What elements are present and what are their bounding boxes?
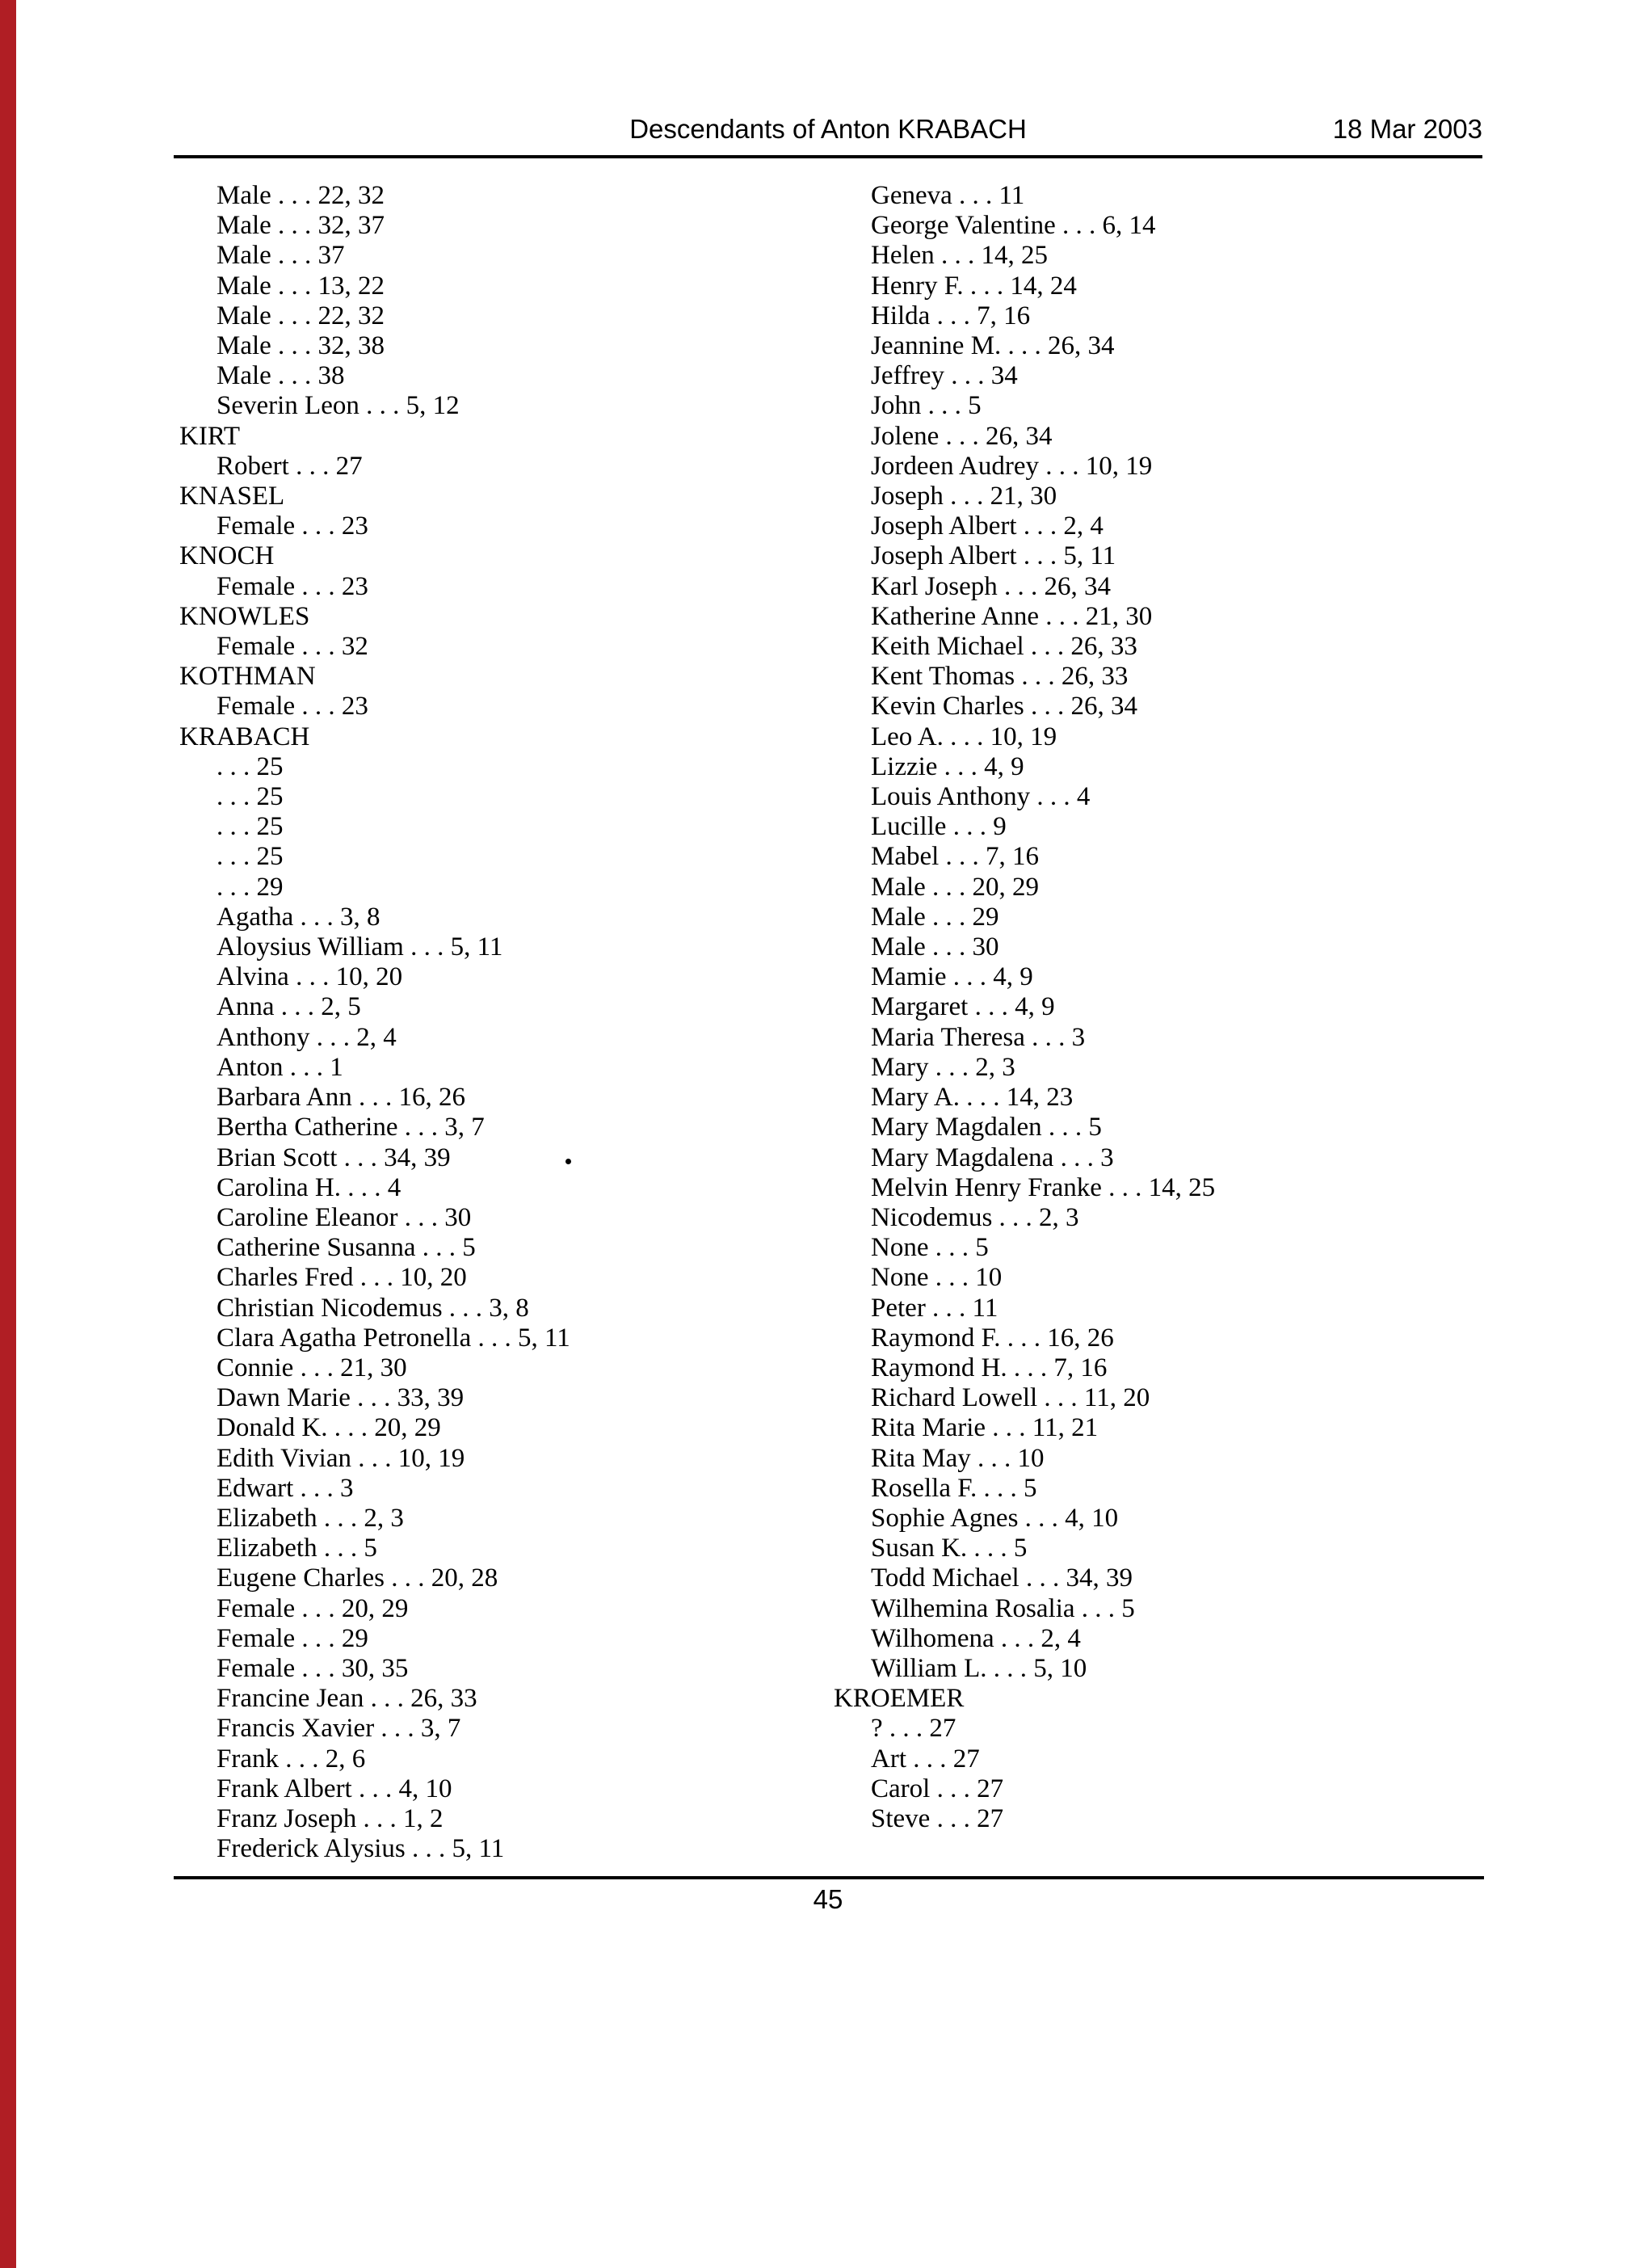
index-entry: Joseph Albert . . . 2, 4 [871, 511, 1104, 541]
index-entry: Karl Joseph . . . 26, 34 [871, 571, 1111, 601]
index-entry: Male . . . 38 [217, 361, 345, 391]
index-entry: Carol . . . 27 [871, 1774, 1004, 1803]
index-entry: None . . . 5 [871, 1233, 989, 1263]
index-entry: Keith Michael . . . 26, 33 [871, 632, 1137, 662]
index-entry: Male . . . 13, 22 [217, 271, 385, 301]
index-entry: Mary Magdalen . . . 5 [871, 1113, 1102, 1142]
document-date: 18 Mar 2003 [1332, 114, 1482, 144]
index-entry: Male . . . 29 [871, 902, 999, 932]
scan-film-edge-strip [0, 0, 16, 2268]
index-entry: Mary . . . 2, 3 [871, 1052, 1015, 1082]
index-entry: Margaret . . . 4, 9 [871, 992, 1055, 1022]
index-entry: Joseph Albert . . . 5, 11 [871, 541, 1116, 571]
index-entry: Mamie . . . 4, 9 [871, 962, 1033, 992]
index-entry: Dawn Marie . . . 33, 39 [217, 1383, 465, 1413]
index-entry: Steve . . . 27 [871, 1803, 1004, 1833]
index-entry: Raymond H. . . . 7, 16 [871, 1353, 1108, 1382]
index-entry: Art . . . 27 [871, 1744, 980, 1774]
index-entry: Aloysius William . . . 5, 11 [217, 932, 503, 962]
index-entry: . . . 25 [217, 842, 284, 872]
index-entry: Bertha Catherine . . . 3, 7 [217, 1113, 485, 1142]
index-entry: Carolina H. . . . 4 [217, 1172, 401, 1202]
index-entry: Male . . . 32, 38 [217, 331, 385, 361]
index-entry: Brian Scott . . . 34, 39 [217, 1142, 451, 1172]
index-entry: Rosella F. . . . 5 [871, 1473, 1037, 1503]
index-entry: Wilhemina Rosalia . . . 5 [871, 1593, 1135, 1623]
index-entry: Jordeen Audrey . . . 10, 19 [871, 451, 1153, 481]
index-entry: Sophie Agnes . . . 4, 10 [871, 1503, 1119, 1533]
index-entry: Hilda . . . 7, 16 [871, 301, 1031, 330]
index-entry: Male . . . 37 [217, 241, 345, 271]
index-entry: Female . . . 23 [217, 511, 368, 541]
index-surname-heading: KRABACH [179, 722, 310, 751]
index-entry: Lizzie . . . 4, 9 [871, 751, 1024, 781]
index-entry: Anthony . . . 2, 4 [217, 1022, 397, 1052]
index-entry: Wilhomena . . . 2, 4 [871, 1623, 1081, 1653]
index-entry: Christian Nicodemus . . . 3, 8 [217, 1293, 529, 1323]
index-entry: Helen . . . 14, 25 [871, 241, 1049, 271]
index-entry: Male . . . 30 [871, 932, 999, 962]
index-entry: Connie . . . 21, 30 [217, 1353, 407, 1382]
index-entry: Elizabeth . . . 2, 3 [217, 1503, 404, 1533]
index-entry: Robert . . . 27 [217, 451, 363, 481]
index-surname-heading: KIRT [179, 421, 241, 451]
index-entry: Frank Albert . . . 4, 10 [217, 1774, 452, 1803]
index-entry: Elizabeth . . . 5 [217, 1534, 377, 1563]
index-entry: Female . . . 23 [217, 692, 368, 722]
index-entry: Mary Magdalena . . . 3 [871, 1142, 1114, 1172]
index-entry: Susan K. . . . 5 [871, 1534, 1028, 1563]
index-entry: Francis Xavier . . . 3, 7 [217, 1714, 461, 1744]
index-entry: Edwart . . . 3 [217, 1473, 354, 1503]
index-entry: ? . . . 27 [871, 1714, 956, 1744]
index-column-right [834, 181, 1215, 1834]
index-entry: . . . 29 [217, 872, 284, 902]
index-entry: Todd Michael . . . 34, 39 [871, 1563, 1133, 1593]
index-entry: Nicodemus . . . 2, 3 [871, 1202, 1079, 1232]
index-entry: Charles Fred . . . 10, 20 [217, 1263, 467, 1293]
index-entry: Frank . . . 2, 6 [217, 1744, 366, 1774]
index-entry: Geneva . . . 11 [871, 181, 1025, 210]
index-entry: . . . 25 [217, 751, 284, 781]
index-entry: Leo A. . . . 10, 19 [871, 722, 1057, 751]
index-entry: None . . . 10 [871, 1263, 1003, 1293]
index-entry: Rita Marie . . . 11, 21 [871, 1413, 1099, 1443]
index-entry: Katherine Anne . . . 21, 30 [871, 601, 1153, 631]
index-entry: Female . . . 32 [217, 632, 368, 662]
index-column-left [179, 181, 570, 1864]
index-entry: Female . . . 30, 35 [217, 1653, 409, 1683]
index-entry: Mabel . . . 7, 16 [871, 842, 1040, 872]
index-entry: Kevin Charles . . . 26, 34 [871, 692, 1137, 722]
index-entry: Female . . . 23 [217, 571, 368, 601]
header-rule [174, 155, 1482, 158]
index-entry: Severin Leon . . . 5, 12 [217, 391, 460, 421]
index-entry: John . . . 5 [871, 391, 982, 421]
index-entry: Jolene . . . 26, 34 [871, 421, 1053, 451]
index-surname-heading: KNOCH [179, 541, 275, 571]
index-entry: Francine Jean . . . 26, 33 [217, 1684, 477, 1714]
index-entry: Eugene Charles . . . 20, 28 [217, 1563, 498, 1593]
index-entry: Donald K. . . . 20, 29 [217, 1413, 441, 1443]
index-surname-heading: KROEMER [834, 1684, 965, 1714]
index-entry: Anna . . . 2, 5 [217, 992, 361, 1022]
index-entry: Jeffrey . . . 34 [871, 361, 1018, 391]
index-entry: Female . . . 20, 29 [217, 1593, 409, 1623]
index-entry: Anton . . . 1 [217, 1052, 343, 1082]
index-entry: Richard Lowell . . . 11, 20 [871, 1383, 1150, 1413]
index-entry: Melvin Henry Franke . . . 14, 25 [871, 1172, 1216, 1202]
index-entry: Kent Thomas . . . 26, 33 [871, 662, 1129, 692]
index-entry: Clara Agatha Petronella . . . 5, 11 [217, 1323, 570, 1353]
index-entry: Male . . . 22, 32 [217, 301, 385, 330]
index-entry: Alvina . . . 10, 20 [217, 962, 403, 992]
scan-artifact-dot [565, 1159, 571, 1164]
index-surname-heading: KOTHMAN [179, 662, 316, 692]
index-entry: . . . 25 [217, 782, 284, 812]
index-entry: Agatha . . . 3, 8 [217, 902, 380, 932]
index-entry: Joseph . . . 21, 30 [871, 482, 1057, 511]
index-entry: Mary A. . . . 14, 23 [871, 1083, 1074, 1113]
index-surname-heading: KNASEL [179, 482, 285, 511]
index-entry: Raymond F. . . . 16, 26 [871, 1323, 1114, 1353]
index-entry: Rita May . . . 10 [871, 1443, 1045, 1473]
index-entry: Jeannine M. . . . 26, 34 [871, 331, 1115, 361]
index-entry: Edith Vivian . . . 10, 19 [217, 1443, 465, 1473]
index-entry: . . . 25 [217, 812, 284, 842]
index-surname-heading: KNOWLES [179, 601, 310, 631]
index-entry: Lucille . . . 9 [871, 812, 1007, 842]
index-entry: Male . . . 20, 29 [871, 872, 1040, 902]
index-entry: William L. . . . 5, 10 [871, 1653, 1087, 1683]
index-entry: George Valentine . . . 6, 14 [871, 211, 1156, 241]
index-entry: Male . . . 22, 32 [217, 181, 385, 210]
index-entry: Frederick Alysius . . . 5, 11 [217, 1834, 505, 1864]
index-entry: Male . . . 32, 37 [217, 211, 385, 241]
index-entry: Maria Theresa . . . 3 [871, 1022, 1086, 1052]
index-entry: Louis Anthony . . . 4 [871, 782, 1091, 812]
index-entry: Female . . . 29 [217, 1623, 368, 1653]
document-title: Descendants of Anton KRABACH [629, 114, 1027, 144]
index-entry: Franz Joseph . . . 1, 2 [217, 1803, 444, 1833]
index-entry: Peter . . . 11 [871, 1293, 998, 1323]
index-entry: Catherine Susanna . . . 5 [217, 1233, 476, 1263]
index-entry: Henry F. . . . 14, 24 [871, 271, 1077, 301]
index-entry: Barbara Ann . . . 16, 26 [217, 1083, 465, 1113]
footer-rule [174, 1876, 1484, 1879]
page-number: 45 [813, 1884, 843, 1914]
index-entry: Caroline Eleanor . . . 30 [217, 1202, 472, 1232]
